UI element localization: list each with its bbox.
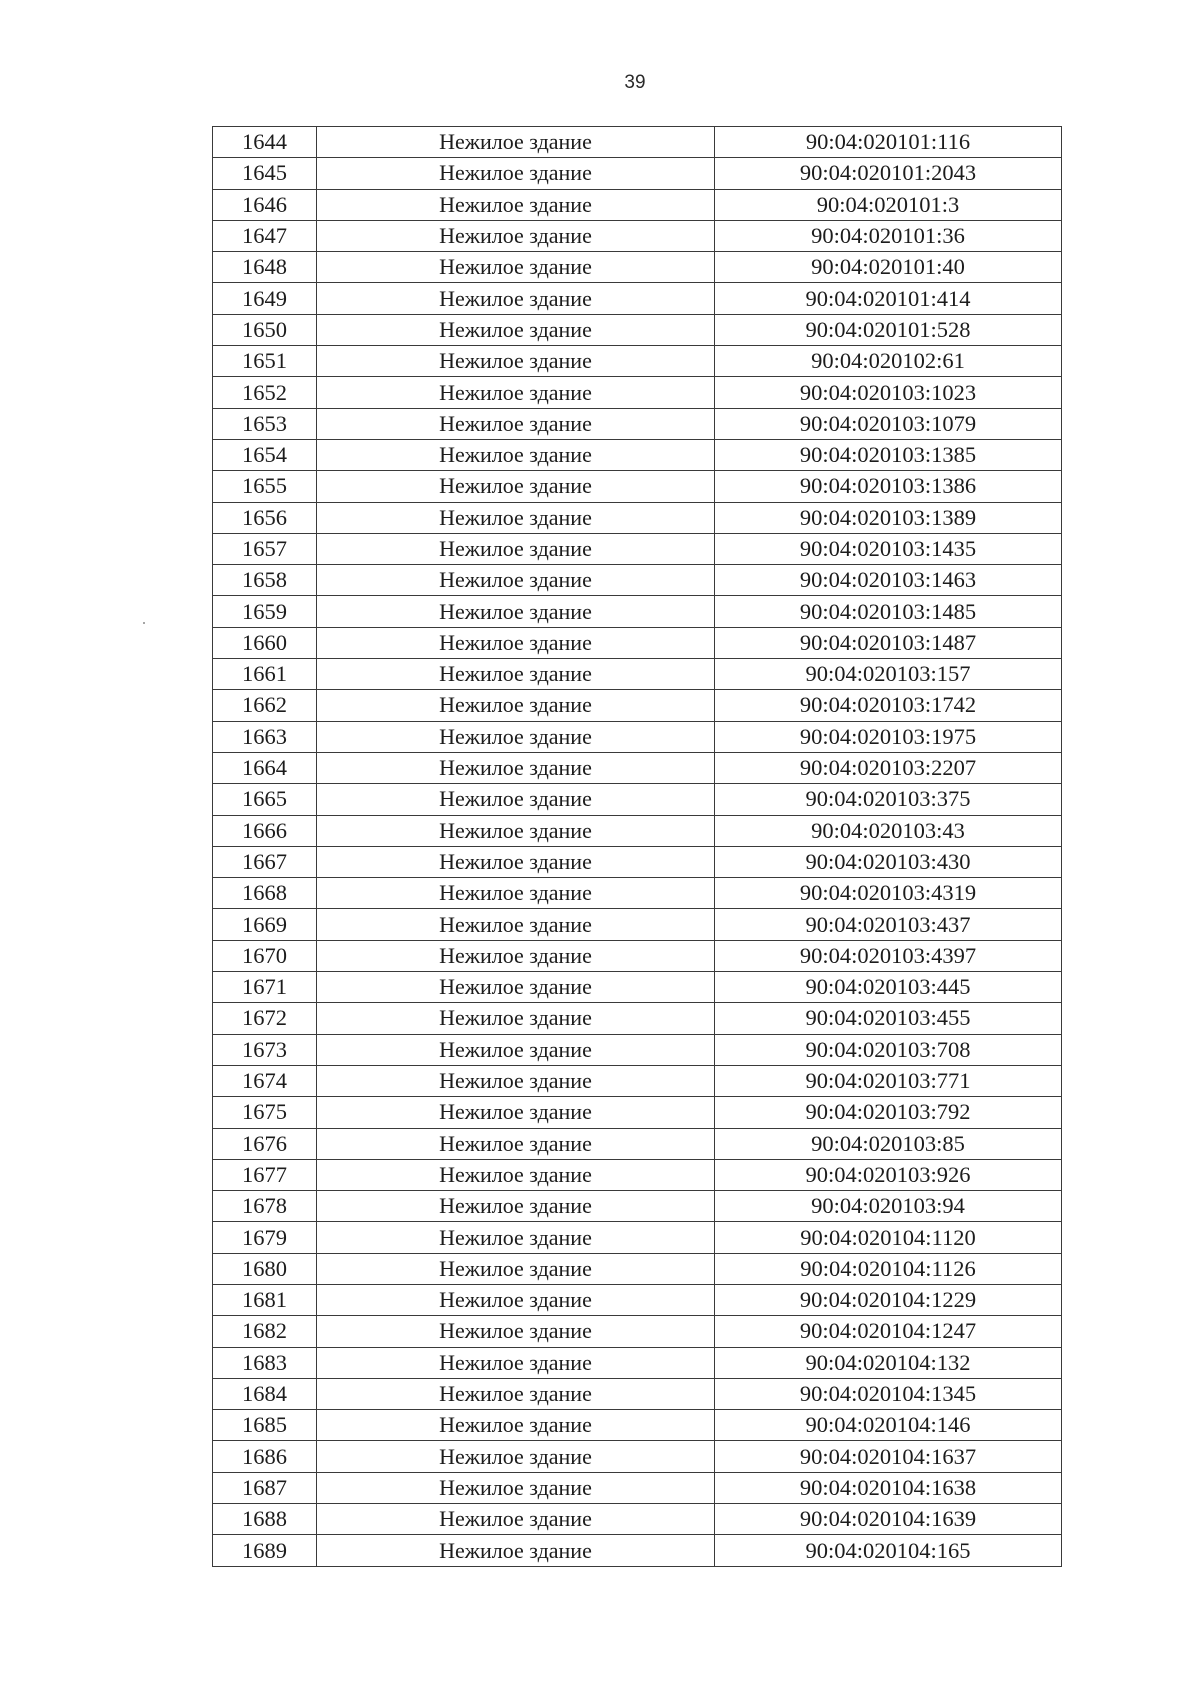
- cadastral-number-cell: 90:04:020103:437: [715, 909, 1062, 940]
- row-number-cell: 1675: [213, 1097, 317, 1128]
- object-type-cell: Нежилое здание: [317, 1347, 715, 1378]
- table-row: [213, 1284, 1062, 1315]
- cadastral-number-cell: 90:04:020103:445: [715, 972, 1062, 1003]
- object-type-cell: Нежилое здание: [317, 1410, 715, 1441]
- table-row: [213, 627, 1062, 658]
- table-row: [213, 502, 1062, 533]
- cadastral-number-cell: 90:04:020101:40: [715, 252, 1062, 283]
- row-number-cell: 1672: [213, 1003, 317, 1034]
- table-row: [213, 565, 1062, 596]
- table-row: [213, 1222, 1062, 1253]
- registry-table: [212, 126, 1062, 1567]
- table-row: [213, 846, 1062, 877]
- table-row: [213, 784, 1062, 815]
- row-number-cell: 1655: [213, 471, 317, 502]
- table-row: [213, 1253, 1062, 1284]
- cadastral-number-cell: 90:04:020103:430: [715, 846, 1062, 877]
- object-type-cell: Нежилое здание: [317, 972, 715, 1003]
- cadastral-number-cell: 90:04:020103:1742: [715, 690, 1062, 721]
- cadastral-number-cell: 90:04:020104:132: [715, 1347, 1062, 1378]
- cadastral-number-cell: 90:04:020101:414: [715, 283, 1062, 314]
- object-type-cell: Нежилое здание: [317, 815, 715, 846]
- cadastral-number-cell: 90:04:020103:4397: [715, 940, 1062, 971]
- table-row: [213, 1410, 1062, 1441]
- object-type-cell: Нежилое здание: [317, 784, 715, 815]
- object-type-cell: Нежилое здание: [317, 408, 715, 439]
- object-type-cell: Нежилое здание: [317, 1159, 715, 1190]
- row-number-cell: 1667: [213, 846, 317, 877]
- row-number-cell: 1644: [213, 127, 317, 158]
- cadastral-number-cell: 90:04:020103:1975: [715, 721, 1062, 752]
- row-number-cell: 1656: [213, 502, 317, 533]
- cadastral-number-cell: 90:04:020104:1638: [715, 1472, 1062, 1503]
- row-number-cell: 1689: [213, 1535, 317, 1566]
- cadastral-number-cell: 90:04:020103:85: [715, 1128, 1062, 1159]
- row-number-cell: 1676: [213, 1128, 317, 1159]
- row-number-cell: 1679: [213, 1222, 317, 1253]
- registry-table-body: [213, 127, 1062, 1567]
- object-type-cell: Нежилое здание: [317, 909, 715, 940]
- row-number-cell: 1662: [213, 690, 317, 721]
- cadastral-number-cell: 90:04:020103:1435: [715, 533, 1062, 564]
- row-number-cell: 1677: [213, 1159, 317, 1190]
- cadastral-number-cell: 90:04:020101:528: [715, 314, 1062, 345]
- cadastral-number-cell: 90:04:020101:116: [715, 127, 1062, 158]
- object-type-cell: Нежилое здание: [317, 283, 715, 314]
- object-type-cell: Нежилое здание: [317, 1128, 715, 1159]
- object-type-cell: Нежилое здание: [317, 189, 715, 220]
- object-type-cell: Нежилое здание: [317, 471, 715, 502]
- object-type-cell: Нежилое здание: [317, 439, 715, 470]
- object-type-cell: Нежилое здание: [317, 1504, 715, 1535]
- table-row: [213, 127, 1062, 158]
- table-row: [213, 596, 1062, 627]
- cadastral-number-cell: 90:04:020103:4319: [715, 878, 1062, 909]
- cadastral-number-cell: 90:04:020104:146: [715, 1410, 1062, 1441]
- cadastral-number-cell: 90:04:020104:1229: [715, 1284, 1062, 1315]
- object-type-cell: Нежилое здание: [317, 1065, 715, 1096]
- object-type-cell: Нежилое здание: [317, 127, 715, 158]
- cadastral-number-cell: 90:04:020103:1385: [715, 439, 1062, 470]
- cadastral-number-cell: 90:04:020104:165: [715, 1535, 1062, 1566]
- cadastral-number-cell: 90:04:020103:1079: [715, 408, 1062, 439]
- table-row: [213, 1159, 1062, 1190]
- cadastral-number-cell: 90:04:020102:61: [715, 346, 1062, 377]
- row-number-cell: 1685: [213, 1410, 317, 1441]
- cadastral-number-cell: 90:04:020101:2043: [715, 158, 1062, 189]
- table-row: [213, 878, 1062, 909]
- object-type-cell: Нежилое здание: [317, 533, 715, 564]
- row-number-cell: 1688: [213, 1504, 317, 1535]
- object-type-cell: Нежилое здание: [317, 1191, 715, 1222]
- table-row: [213, 1504, 1062, 1535]
- scan-speck: [143, 622, 145, 624]
- row-number-cell: 1674: [213, 1065, 317, 1096]
- row-number-cell: 1663: [213, 721, 317, 752]
- row-number-cell: 1678: [213, 1191, 317, 1222]
- object-type-cell: Нежилое здание: [317, 846, 715, 877]
- row-number-cell: 1652: [213, 377, 317, 408]
- cadastral-number-cell: 90:04:020103:1485: [715, 596, 1062, 627]
- row-number-cell: 1661: [213, 659, 317, 690]
- row-number-cell: 1660: [213, 627, 317, 658]
- object-type-cell: Нежилое здание: [317, 565, 715, 596]
- table-row: [213, 721, 1062, 752]
- object-type-cell: Нежилое здание: [317, 1253, 715, 1284]
- table-row: [213, 1128, 1062, 1159]
- table-row: [213, 471, 1062, 502]
- row-number-cell: 1650: [213, 314, 317, 345]
- table-row: [213, 940, 1062, 971]
- cadastral-number-cell: 90:04:020104:1247: [715, 1316, 1062, 1347]
- cadastral-number-cell: 90:04:020103:455: [715, 1003, 1062, 1034]
- table-row: [213, 1034, 1062, 1065]
- object-type-cell: Нежилое здание: [317, 721, 715, 752]
- row-number-cell: 1657: [213, 533, 317, 564]
- table-row: [213, 377, 1062, 408]
- row-number-cell: 1668: [213, 878, 317, 909]
- cadastral-number-cell: 90:04:020103:926: [715, 1159, 1062, 1190]
- row-number-cell: 1683: [213, 1347, 317, 1378]
- table-row: [213, 158, 1062, 189]
- row-number-cell: 1649: [213, 283, 317, 314]
- object-type-cell: Нежилое здание: [317, 377, 715, 408]
- object-type-cell: Нежилое здание: [317, 220, 715, 251]
- object-type-cell: Нежилое здание: [317, 1034, 715, 1065]
- object-type-cell: Нежилое здание: [317, 502, 715, 533]
- table-row: [213, 1347, 1062, 1378]
- row-number-cell: 1686: [213, 1441, 317, 1472]
- object-type-cell: Нежилое здание: [317, 1222, 715, 1253]
- table-row: [213, 1472, 1062, 1503]
- row-number-cell: 1680: [213, 1253, 317, 1284]
- table-row: [213, 439, 1062, 470]
- row-number-cell: 1670: [213, 940, 317, 971]
- table-row: [213, 1378, 1062, 1409]
- object-type-cell: Нежилое здание: [317, 1378, 715, 1409]
- table-row: [213, 283, 1062, 314]
- object-type-cell: Нежилое здание: [317, 158, 715, 189]
- cadastral-number-cell: 90:04:020103:157: [715, 659, 1062, 690]
- table-row: [213, 189, 1062, 220]
- object-type-cell: Нежилое здание: [317, 596, 715, 627]
- row-number-cell: 1673: [213, 1034, 317, 1065]
- cadastral-number-cell: 90:04:020103:375: [715, 784, 1062, 815]
- row-number-cell: 1648: [213, 252, 317, 283]
- cadastral-number-cell: 90:04:020103:708: [715, 1034, 1062, 1065]
- row-number-cell: 1651: [213, 346, 317, 377]
- table-row: [213, 1003, 1062, 1034]
- cadastral-number-cell: 90:04:020104:1120: [715, 1222, 1062, 1253]
- row-number-cell: 1665: [213, 784, 317, 815]
- object-type-cell: Нежилое здание: [317, 1284, 715, 1315]
- object-type-cell: Нежилое здание: [317, 690, 715, 721]
- cadastral-number-cell: 90:04:020103:771: [715, 1065, 1062, 1096]
- cadastral-number-cell: 90:04:020103:1023: [715, 377, 1062, 408]
- object-type-cell: Нежилое здание: [317, 878, 715, 909]
- table-row: [213, 972, 1062, 1003]
- cadastral-number-cell: 90:04:020103:1463: [715, 565, 1062, 596]
- table-row: [213, 252, 1062, 283]
- object-type-cell: Нежилое здание: [317, 1003, 715, 1034]
- object-type-cell: Нежилое здание: [317, 346, 715, 377]
- object-type-cell: Нежилое здание: [317, 1316, 715, 1347]
- table-row: [213, 1065, 1062, 1096]
- cadastral-number-cell: 90:04:020103:43: [715, 815, 1062, 846]
- object-type-cell: Нежилое здание: [317, 1472, 715, 1503]
- object-type-cell: Нежилое здание: [317, 252, 715, 283]
- row-number-cell: 1647: [213, 220, 317, 251]
- table-row: [213, 815, 1062, 846]
- row-number-cell: 1687: [213, 1472, 317, 1503]
- row-number-cell: 1646: [213, 189, 317, 220]
- table-row: [213, 220, 1062, 251]
- table-row: [213, 909, 1062, 940]
- cadastral-number-cell: 90:04:020101:3: [715, 189, 1062, 220]
- object-type-cell: Нежилое здание: [317, 940, 715, 971]
- cadastral-number-cell: 90:04:020104:1345: [715, 1378, 1062, 1409]
- table-row: [213, 1191, 1062, 1222]
- table-row: [213, 1441, 1062, 1472]
- cadastral-number-cell: 90:04:020103:792: [715, 1097, 1062, 1128]
- row-number-cell: 1654: [213, 439, 317, 470]
- row-number-cell: 1681: [213, 1284, 317, 1315]
- row-number-cell: 1669: [213, 909, 317, 940]
- cadastral-number-cell: 90:04:020101:36: [715, 220, 1062, 251]
- row-number-cell: 1645: [213, 158, 317, 189]
- page-number: 39: [624, 72, 646, 93]
- row-number-cell: 1682: [213, 1316, 317, 1347]
- object-type-cell: Нежилое здание: [317, 1441, 715, 1472]
- row-number-cell: 1664: [213, 752, 317, 783]
- table-row: [213, 1316, 1062, 1347]
- object-type-cell: Нежилое здание: [317, 659, 715, 690]
- cadastral-number-cell: 90:04:020104:1637: [715, 1441, 1062, 1472]
- cadastral-number-cell: 90:04:020104:1126: [715, 1253, 1062, 1284]
- cadastral-number-cell: 90:04:020103:94: [715, 1191, 1062, 1222]
- cadastral-number-cell: 90:04:020103:1386: [715, 471, 1062, 502]
- cadastral-number-cell: 90:04:020103:1487: [715, 627, 1062, 658]
- table-row: [213, 346, 1062, 377]
- table-row: [213, 752, 1062, 783]
- cadastral-number-cell: 90:04:020104:1639: [715, 1504, 1062, 1535]
- row-number-cell: 1658: [213, 565, 317, 596]
- table-row: [213, 314, 1062, 345]
- table-row: [213, 1535, 1062, 1566]
- object-type-cell: Нежилое здание: [317, 627, 715, 658]
- table-row: [213, 533, 1062, 564]
- row-number-cell: 1684: [213, 1378, 317, 1409]
- object-type-cell: Нежилое здание: [317, 752, 715, 783]
- table-row: [213, 1097, 1062, 1128]
- cadastral-number-cell: 90:04:020103:1389: [715, 502, 1062, 533]
- table-row: [213, 408, 1062, 439]
- row-number-cell: 1671: [213, 972, 317, 1003]
- object-type-cell: Нежилое здание: [317, 1097, 715, 1128]
- row-number-cell: 1659: [213, 596, 317, 627]
- object-type-cell: Нежилое здание: [317, 1535, 715, 1566]
- object-type-cell: Нежилое здание: [317, 314, 715, 345]
- table-row: [213, 659, 1062, 690]
- row-number-cell: 1666: [213, 815, 317, 846]
- row-number-cell: 1653: [213, 408, 317, 439]
- table-row: [213, 690, 1062, 721]
- cadastral-number-cell: 90:04:020103:2207: [715, 752, 1062, 783]
